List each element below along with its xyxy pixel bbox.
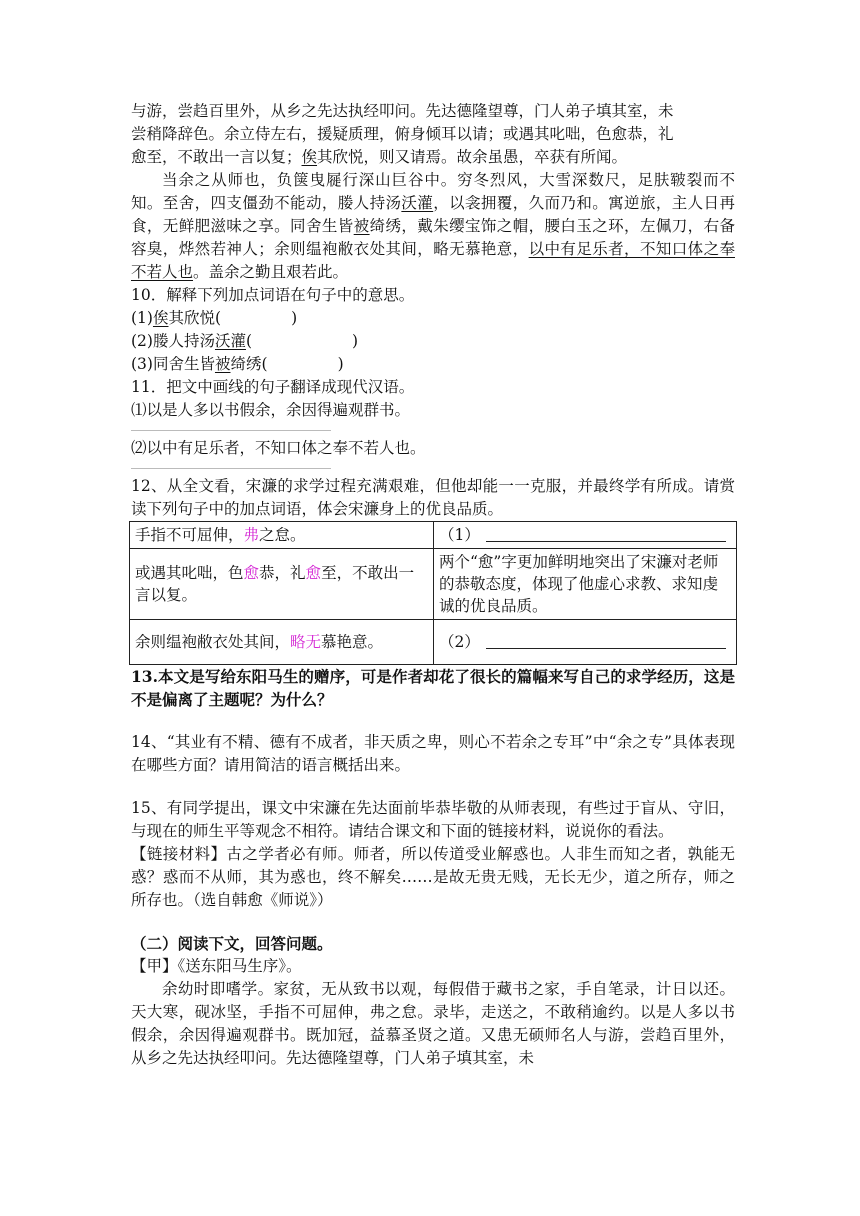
answer-line[interactable]	[131, 468, 331, 469]
table-cell: 手指不可屈伸，弗之怠。	[130, 522, 434, 549]
question-11-sentence-2: ⑵以中有足乐者，不知口体之奉不若人也。	[131, 439, 426, 457]
table-cell: 余则缊袍敝衣处其间，略无慕艳意。	[130, 620, 434, 665]
underlined-word: 被	[353, 217, 370, 235]
underlined-word: 俟	[301, 148, 318, 166]
question-10-title: 10．解释下列加点词语在句子中的意思。	[131, 286, 415, 304]
answer-cell[interactable]: （2）	[434, 620, 737, 665]
section-2-jia: 【甲】《送东阳马生序》。	[131, 957, 302, 975]
document-content	[131, 100, 735, 1070]
section-2-title: （二）阅读下文，回答问题。	[131, 934, 333, 953]
passage-line: 愈至，不敢出一言以复；俟其欣悦，则又请焉。故余虽愚，卒获有所闻。	[131, 148, 628, 166]
question-10-item-3: (3)同舍生皆被绮绣( )	[131, 355, 344, 373]
link-material: 【链接材料】古之学者必有师。师者，所以传道受业解惑也。人非生而知之者，孰能无惑？惑而不从师，其为惑也，终不解矣……是故无贵无贱，无长无少，道之所存，师之所存也。（选自韩愈《师说》）	[131, 845, 735, 909]
table-cell: 两个“愈”字更加鲜明地突出了宋濂对老师的恭敬态度，体现了他虚心求教、求知虔诚的优良品质。	[434, 549, 737, 620]
question-10-item-1: (1)俟其欣悦( )	[131, 309, 298, 327]
question-13: 13.本文是写给东阳马生的赠序，可是作者却花了很长的篇幅来写自己的求学经历，这是不是偏离了主题呢？为什么？	[131, 667, 735, 709]
question-12-title: 12、从全文看，宋濂的求学过程充满艰难，但他却能一一克服，并最终学有所成。请赏读下列句子中的加点词语，体会宋濂身上的优良品质。	[131, 477, 735, 518]
question-12-table	[129, 521, 737, 665]
table-row	[130, 522, 737, 549]
question-10-item-2: (2)媵人持汤沃灌( )	[131, 332, 359, 350]
table-cell: 或遇其叱咄，色愈恭，礼愈至，不敢出一言以复。	[130, 549, 434, 620]
passage-paragraph: 当余之从师也，负箧曳屣行深山巨谷中。穷冬烈风，大雪深数尺，足肤皲裂而不知。至舍，四支僵劲不能动，媵人持汤沃灌，以衾拥覆，久而乃和。寓逆旅，主人日再食，无鲜肥滋味之享。同舍生皆被绮绣，戴朱缨宝饰之帽，腰白玉之环，左佩刀，右备容臭，烨然若神人；余则缊袍敝衣处其间，略无慕艳意，以中有足乐者，不知口体之奉不若人也。盖余之勤且艰若此。	[131, 171, 735, 281]
underlined-word: 沃灌	[401, 194, 434, 212]
question-14: 14、“其业有不精、德有不成者，非天质之卑，则心不若余之专耳”中“余之专”具体表现在哪些方面？请用简洁的语言概括出来。	[131, 733, 735, 774]
answer-cell[interactable]: （1）	[434, 522, 737, 549]
question-11-sentence-1: ⑴以是人多以书假余，余因得遍观群书。	[131, 401, 411, 419]
question-15: 15、有同学提出，课文中宋濂在先达面前毕恭毕敬的从师表现，有些过于盲从、守旧，与现在的师生平等观念不相符。请结合课文和下面的链接材料，说说你的看法。	[131, 799, 735, 840]
question-11-title: 11．把文中画线的句子翻译成现代汉语。	[131, 378, 415, 396]
table-row	[130, 620, 737, 665]
section-2-paragraph: 余幼时即嗜学。家贫，无从致书以观，每假借于藏书之家，手自笔录，计日以还。天大寒，砚冰坚，手指不可屈伸，弗之怠。录毕，走送之，不敢稍逾约。以是人多以书假余，余因得遍观群书。既加冠，益慕圣贤之道。又患无硕师名人与游，尝趋百里外，从乡之先达执经叩问。先达德隆望尊，门人弟子填其室，未	[131, 980, 735, 1067]
table-row	[130, 549, 737, 620]
passage-line: 与游，尝趋百里外，从乡之先达执经叩问。先达德隆望尊，门人弟子填其室，未	[131, 102, 674, 120]
passage-line: 尝稍降辞色。余立侍左右，援疑质理，俯身倾耳以请；或遇其叱咄，色愈恭，礼	[131, 125, 674, 143]
underlined-sentence: 以中有足乐者，不知口体之奉不若人也	[131, 240, 735, 281]
answer-line[interactable]	[131, 430, 331, 431]
